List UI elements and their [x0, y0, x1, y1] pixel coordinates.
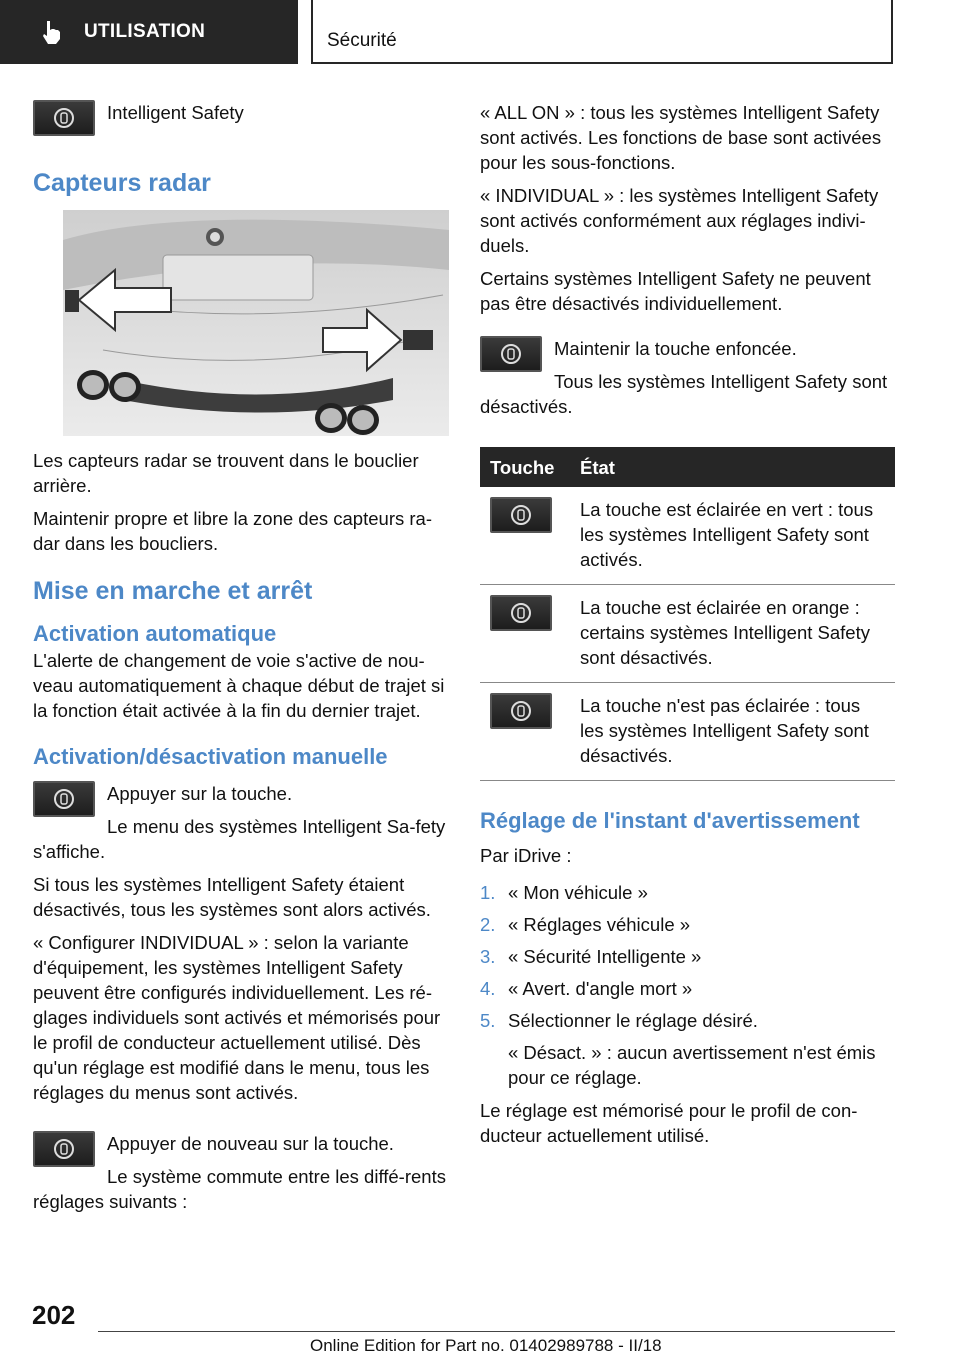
heading-activation-manuelle: Activation/désactivation manuelle	[33, 744, 388, 769]
manual-paragraph-1: Appuyer sur la touche.	[107, 783, 293, 804]
list-item: 4. « Avert. d'angle mort »	[480, 978, 693, 999]
list-item: 1. « Mon véhicule »	[480, 882, 648, 903]
button-state-table	[480, 447, 895, 781]
table-header-row	[480, 447, 895, 487]
table-row	[480, 585, 895, 683]
list-item: 2. « Réglages véhicule »	[480, 914, 691, 935]
heading-reglage: Réglage de l'instant d'avertissement	[480, 808, 860, 833]
manual-paragraph-3: Si tous les systèmes Intelligent Safety étaient désactivés, tous les systèmes sont alors activés.	[33, 874, 431, 920]
list-item: 3. « Sécurité Intelligente »	[480, 946, 702, 967]
heading-capteurs-radar: Capteurs radar	[33, 169, 211, 197]
footer-divider	[98, 1331, 895, 1332]
radar-paragraph-2: Maintenir propre et libre la zone des capteurs ra‐dar dans les boucliers.	[33, 508, 432, 554]
auto-paragraph: L'alerte de changement de voie s'active de nou‐veau automatiquement à chaque début de trajet si la fonction était activée à la fin du dernier trajet.	[33, 650, 445, 721]
radar-paragraph-1: Les capteurs radar se trouvent dans le bouclier arrière.	[33, 450, 419, 496]
hold-paragraph-1: Maintenir la touche enfoncée.	[554, 338, 797, 359]
chapter-tab[interactable]	[0, 0, 298, 64]
again-paragraph-2: Le système commute entre les diffé‐rents réglages suivants :	[33, 1166, 446, 1212]
manual-paragraph-4: « Configurer INDIVIDUAL » : selon la variante d'équipement, les systèmes Intelligent Safety peuvent être configurés individuellement. Les ré‐glages individuels sont activés et mémorisés pour le profil de conducteur actuellement utilisé. Dès qu'un réglage est modifié dans le menu, tous les réglages du menus sont activés.	[33, 932, 441, 1103]
list-item: 5. Sélectionner le réglage désiré.	[480, 1010, 758, 1031]
heading-activation-automatique: Activation automatique	[33, 621, 277, 646]
intelligent-safety-button-icon	[480, 336, 542, 372]
left-column	[33, 100, 448, 1222]
intelligent-safety-button-icon	[33, 1131, 95, 1167]
button-caption: Intelligent Safety	[107, 102, 244, 123]
individual-paragraph: « INDIVIDUAL » : les systèmes Intelligent Safety sont activés conformément aux réglages indivi‐duels.	[480, 185, 879, 256]
table-row	[480, 487, 895, 585]
section-title: Sécurité	[327, 30, 397, 51]
again-paragraph-1: Appuyer de nouveau sur la touche.	[107, 1133, 394, 1154]
table-row	[480, 683, 895, 781]
manual-paragraph-2: Le menu des systèmes Intelligent Sa‐fety s'affiche.	[33, 816, 446, 862]
all-on-paragraph: « ALL ON » : tous les systèmes Intelligent Safety sont activés. Les fonctions de base sont activées pour les sous-fonctions.	[480, 102, 882, 173]
certain-paragraph: Certains systèmes Intelligent Safety ne peuvent pas être désactivés individuellement.	[480, 268, 871, 314]
table-header-etat: État	[570, 447, 895, 487]
idrive-steps	[480, 880, 895, 1033]
hold-paragraph-2: Tous les systèmes Intelligent Safety sont désactivés.	[480, 371, 888, 417]
table-header-touche: Touche	[480, 447, 570, 487]
idrive-label: Par iDrive :	[480, 845, 572, 866]
memo-paragraph: Le réglage est mémorisé pour le profil de con‐ducteur actuellement utilisé.	[480, 1100, 858, 1146]
intelligent-safety-button-icon	[490, 693, 552, 729]
right-column	[480, 100, 895, 1156]
intelligent-safety-button-icon	[490, 595, 552, 631]
rear-bumper-radar-image	[63, 210, 449, 436]
chapter-title: UTILISATION	[84, 21, 206, 42]
hand-pointer-icon	[38, 19, 64, 45]
section-header	[311, 0, 893, 64]
table-cell-state: La touche n'est pas éclairée : tous les systèmes Intelligent Safety sont désactivés.	[570, 683, 895, 781]
heading-mise-en-marche: Mise en marche et arrêt	[33, 577, 313, 605]
desact-paragraph: « Désact. » : aucun avertissement n'est émis pour ce réglage.	[508, 1042, 876, 1088]
intelligent-safety-button-icon	[33, 781, 95, 817]
intelligent-safety-button-icon	[33, 100, 95, 136]
page-number: 202	[32, 1300, 76, 1330]
table-cell-state: La touche est éclairée en vert : tous les systèmes Intelligent Safety sont activés.	[570, 487, 895, 585]
table-cell-state: La touche est éclairée en orange : certains systèmes Intelligent Safety sont désactivés.	[570, 585, 895, 683]
intelligent-safety-button-icon	[490, 497, 552, 533]
footer-edition: Online Edition for Part no. 01402989788 - II/18	[310, 1336, 662, 1355]
